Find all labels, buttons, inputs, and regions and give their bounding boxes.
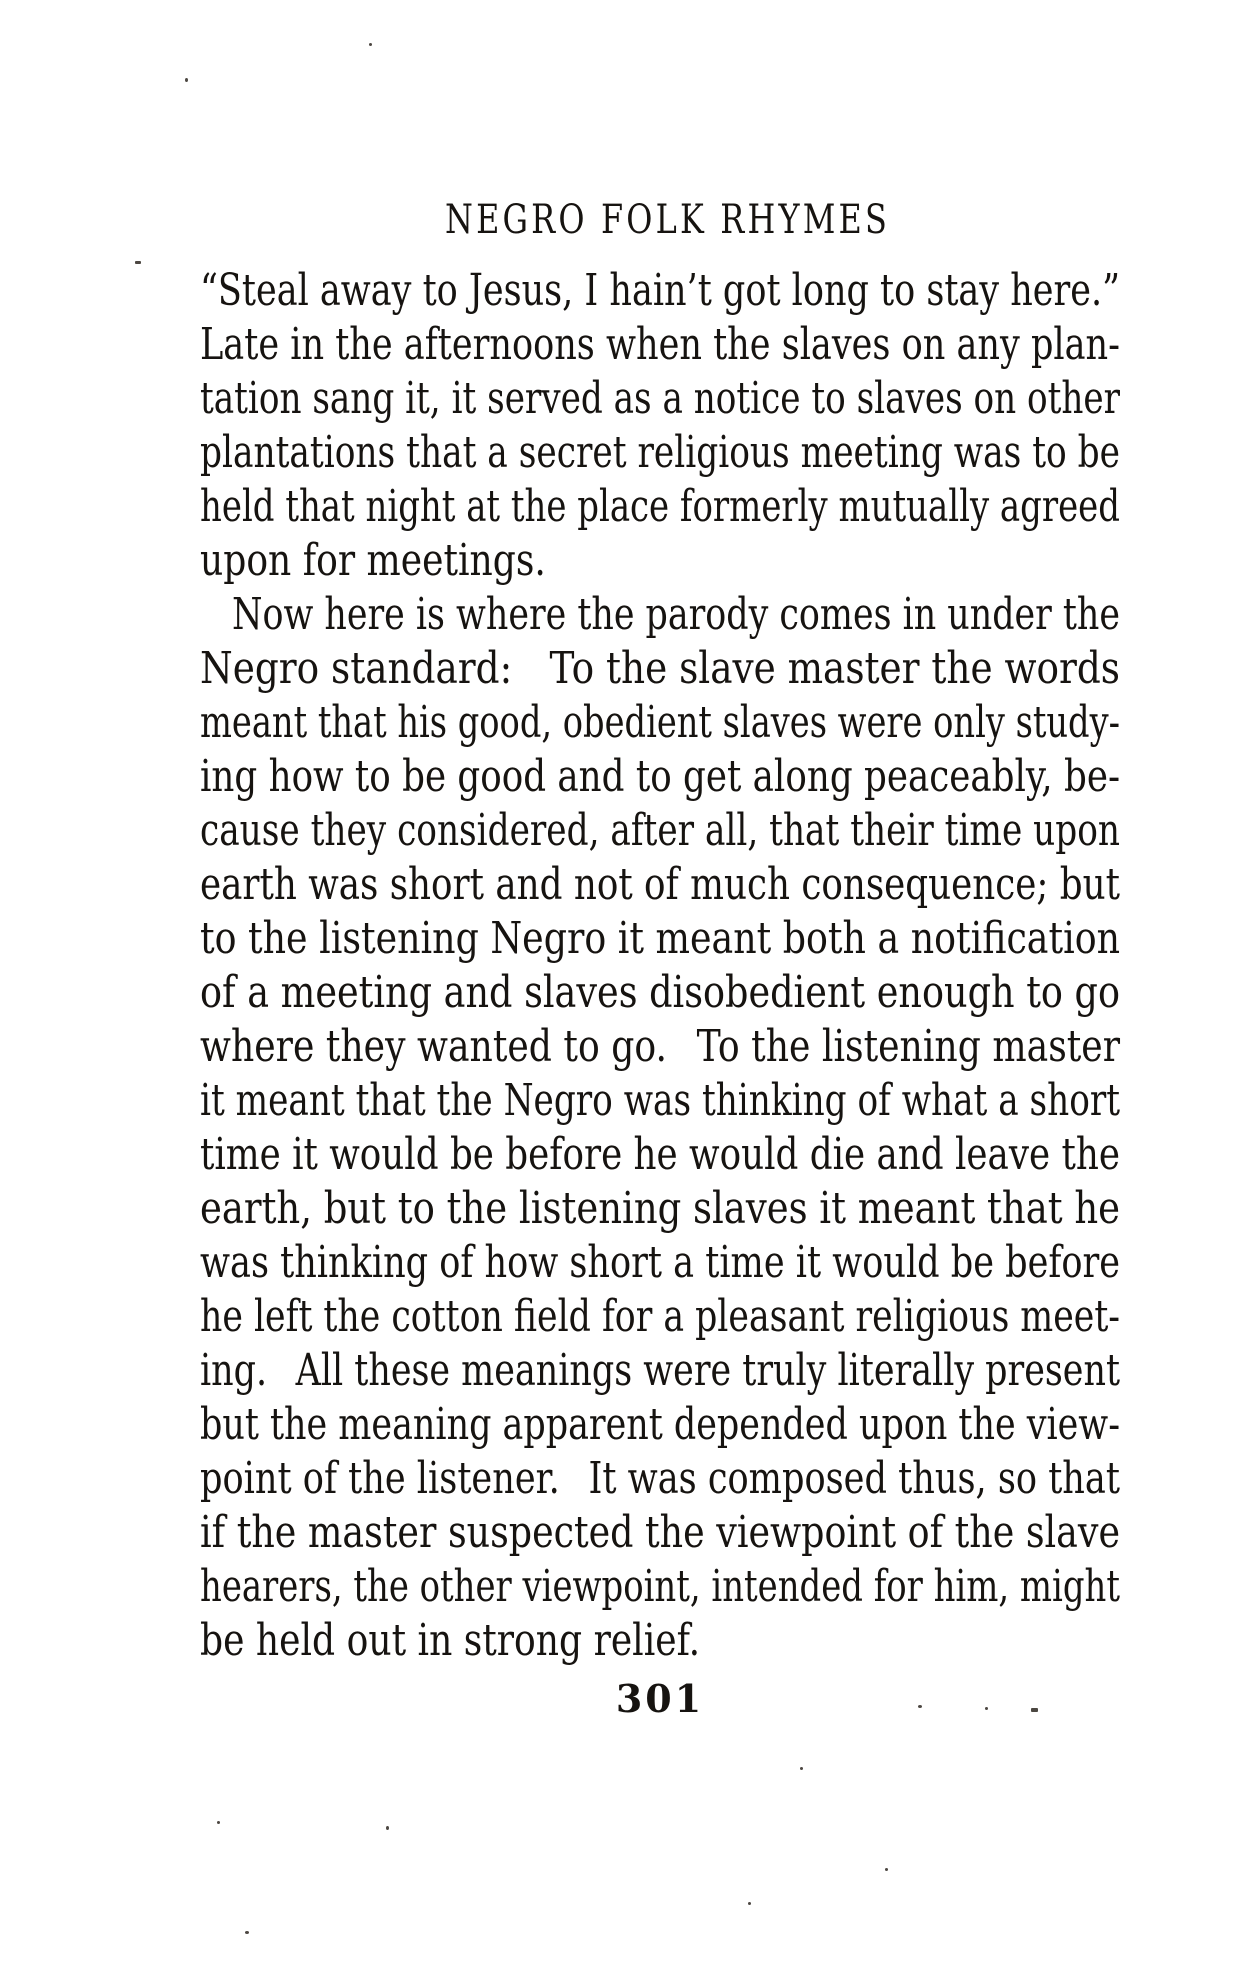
- body-line: Now here is where the parody comes in under the: [232, 589, 1120, 640]
- scan-speck: [800, 1767, 803, 1770]
- body-line: “Steal away to Jesus, I hain’t got long to stay here.”: [200, 265, 1120, 316]
- body-line: Negro standard: To the slave master the words: [200, 643, 1120, 694]
- body-line: time it would be before he would die and leave the: [200, 1129, 1120, 1180]
- page-number: 301: [615, 1676, 705, 1721]
- body-line: of a meeting and slaves disobedient enough to go: [200, 967, 1120, 1018]
- body-line: earth, but to the listening slaves it meant that he: [200, 1183, 1120, 1234]
- scan-speck: [386, 1826, 389, 1830]
- scan-speck: [245, 1931, 249, 1934]
- running-header: [445, 197, 1003, 243]
- body-line: upon for meetings.: [200, 535, 546, 586]
- body-line: to the listening Negro it meant both a notification: [200, 913, 1120, 964]
- body-line: earth was short and not of much consequence; but: [200, 859, 1120, 910]
- scan-speck: [369, 43, 372, 46]
- body-line: Late in the afternoons when the slaves on any plan-: [200, 319, 1120, 370]
- body-text: [200, 264, 1120, 1668]
- scan-speck: [918, 1705, 922, 1708]
- body-line: be held out in strong relief.: [200, 1615, 701, 1666]
- body-line: held that night at the place formerly mutually agreed: [200, 481, 1120, 532]
- running-header-text: NEGRO FOLK RHYMES: [445, 197, 890, 243]
- scan-speck: [135, 261, 141, 264]
- scan-speck: [1031, 1708, 1038, 1712]
- body-line: it meant that the Negro was thinking of what a short: [200, 1075, 1120, 1126]
- body-line: tation sang it, it served as a notice to slaves on other: [200, 373, 1120, 424]
- body-line: he left the cotton field for a pleasant religious meet-: [200, 1291, 1120, 1342]
- body-line: ing. All these meanings were truly literally present: [200, 1345, 1120, 1396]
- scan-speck: [985, 1707, 988, 1710]
- body-line: cause they considered, after all, that their time upon: [200, 805, 1120, 856]
- body-line: hearers, the other viewpoint, intended for him, might: [200, 1561, 1120, 1612]
- scan-speck: [748, 1902, 751, 1905]
- text-block: [200, 0, 1120, 1963]
- body-line: point of the listener. It was composed thus, so that: [200, 1453, 1120, 1504]
- body-line: was thinking of how short a time it would be before: [200, 1237, 1120, 1288]
- body-line: if the master suspected the viewpoint of the slave: [200, 1507, 1120, 1558]
- body-line: ing how to be good and to get along peaceably, be-: [200, 751, 1120, 802]
- body-line: plantations that a secret religious meeting was to be: [200, 427, 1120, 478]
- scan-speck: [217, 1821, 220, 1824]
- body-line: meant that his good, obedient slaves were only study-: [200, 697, 1120, 748]
- scan-speck: [885, 1868, 888, 1871]
- body-line: but the meaning apparent depended upon the view-: [200, 1399, 1120, 1450]
- scan-speck: [185, 78, 188, 82]
- body-line: where they wanted to go. To the listening master: [200, 1021, 1120, 1072]
